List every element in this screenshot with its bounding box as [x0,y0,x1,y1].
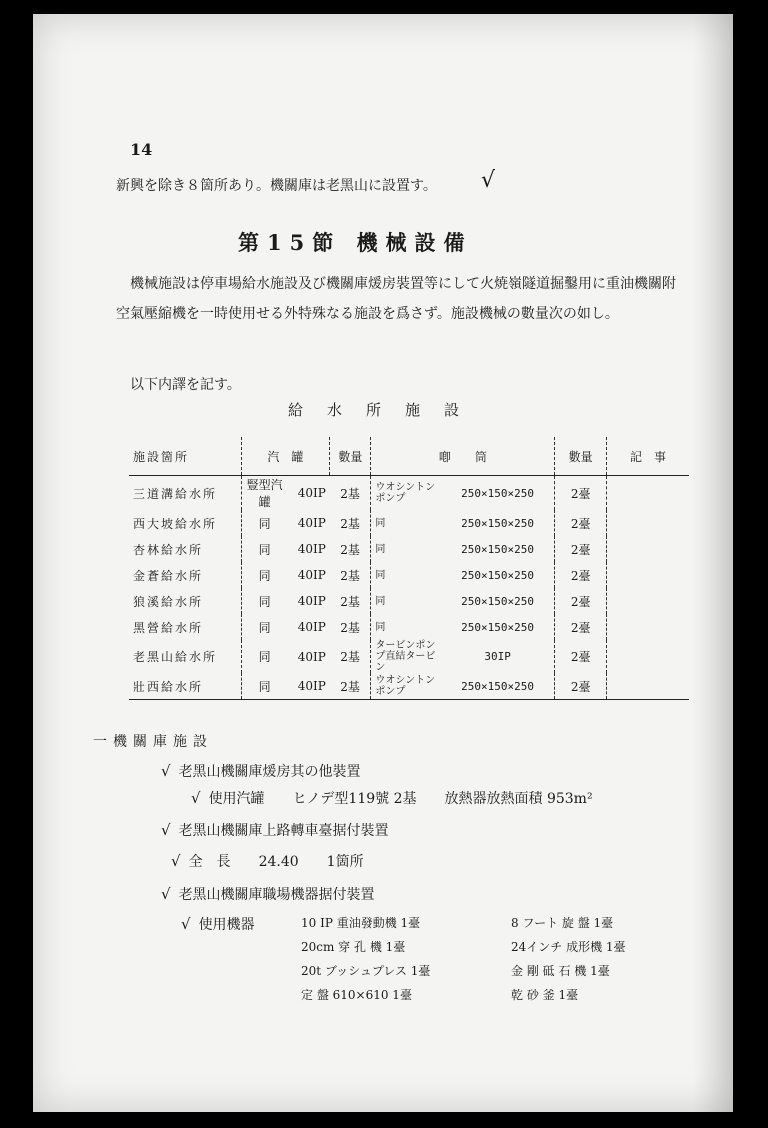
item-1-detail [191,788,593,808]
pump-size-cell: 250×150×250 [441,673,555,700]
quantity-cell: 2基 [340,620,360,635]
boiler-cell: 同 [241,640,288,673]
place-cell: 黑營給水所 [133,620,204,635]
pump-cell: タービンポンプ直結タービン [371,640,441,673]
machines-label [181,914,255,934]
water-supply-table [129,437,689,700]
horsepower-cell: 40IP [297,649,326,664]
machine-right: 乾 砂 釜 1臺 [511,988,579,1002]
machine-row [301,914,681,938]
machine-left: 20cm 穿 孔 機 1臺 [301,940,406,954]
boiler-used-label: 使用汽罐 [208,791,265,807]
horsepower-cell: 40IP [297,516,326,530]
pump-cell: 同 [371,588,441,614]
check-mark-icon: √ [171,852,181,870]
note-cell [606,640,689,673]
boiler-cell: 同 [241,614,288,640]
place-cell: 壯西給水所 [129,673,241,700]
check-mark-icon: √ [161,762,171,780]
pump-cell: 同 [371,536,441,562]
pump-size-cell: 250×150×250 [461,568,534,582]
count-cell: 2臺 [555,673,607,700]
engine-house-heading: 一機關庫施設 [93,734,213,750]
machine-right: 24インチ 成形機 1臺 [511,940,626,954]
header-note: 記 事 [606,437,689,476]
table-row [129,673,689,700]
document-page [33,14,733,1112]
count-cell: 2臺 [555,476,607,511]
paragraph-1: 機械施設は停車場給水施設及び機關庫煖房裝置等にして火焼嶺隧道掘鑿用に重油機關附空氣壓縮機を一時使用せる外特殊なる施設を爲さず。施設機械の數量次の如し。 [116,276,676,322]
table-row [129,562,689,588]
table-caption: 給水所施設 [288,401,484,419]
section-title: 第15節 機械設備 [238,230,473,255]
paragraph-2: 以下内譯を記す。 [130,377,241,393]
location-count: 1箇所 [326,854,364,870]
quantity-cell: 2基 [340,542,360,557]
check-mark-icon: √ [181,915,191,933]
table-row [129,536,689,562]
pump-size-cell: 250×150×250 [461,620,534,634]
boiler-cell: 同 [241,562,288,588]
pump-cell: 同 [371,562,441,588]
header-count: 數量 [555,437,607,476]
machine-row [301,986,681,1010]
header-qty: 數量 [330,437,371,476]
item-1-label: 老黑山機關庫煖房其の他裝置 [178,764,361,780]
pump-size-cell: 30IP [484,650,511,663]
pump-size-cell: 250×150×250 [461,542,534,556]
page-number: 14 [130,140,153,159]
check-mark-icon: √ [161,885,171,903]
horsepower-cell: 40IP [297,486,326,500]
note-cell [606,562,689,588]
count-cell: 2臺 [555,588,607,614]
note-cell [606,510,689,536]
count-cell: 2臺 [555,562,607,588]
place-cell: 杏林給水所 [133,542,204,557]
pump-cell: 同 [371,614,441,640]
quantity-cell: 2基 [340,486,360,501]
place-cell: 狼溪給水所 [133,594,204,609]
horsepower-cell: 40IP [297,568,326,582]
machine-row [301,938,681,962]
machine-right: 8 フート 旋 盤 1臺 [511,916,614,930]
item-2-detail [171,851,364,871]
boiler-cell: 同 [241,673,288,700]
check-mark-icon: √ [481,168,496,193]
header-pump: 喞 筒 [371,437,555,476]
horsepower-cell: 40IP [297,542,326,556]
check-mark-icon: √ [191,789,201,807]
item-3-label: 老黑山機關庫職場機器据付裝置 [178,887,375,903]
boiler-cell: 同 [241,536,288,562]
pump-cell: 同 [371,510,441,536]
engine-house-item-2 [161,820,389,840]
note-cell [606,588,689,614]
horsepower-cell: 40IP [288,673,330,700]
place-cell: 金蒼給水所 [133,568,204,583]
quantity-cell: 2基 [340,568,360,583]
total-length-value: 24.40 [258,854,299,870]
pump-size-cell: 250×150×250 [461,594,534,608]
quantity-cell: 2基 [340,594,360,609]
intro-line: 新興を除き８箇所あり。機關庫は老黑山に設置す。 [116,178,437,194]
note-cell [606,476,689,511]
table-row [129,476,689,511]
count-cell: 2臺 [555,510,607,536]
count-cell: 2臺 [555,640,607,673]
table-header-row [129,437,689,476]
header-place: 施設箇所 [129,437,241,476]
boiler-cell: 同 [241,588,288,614]
engine-house-item-1 [161,761,361,781]
radiator-area: 放熱器放熱面積 953m² [444,791,593,807]
item-2-label: 老黑山機關庫上路轉車臺据付裝置 [178,823,389,839]
quantity-cell: 2基 [340,516,360,531]
table-row [129,640,689,673]
machine-list [301,914,681,1010]
boiler-cell: 豎型汽罐 [241,476,288,511]
pump-size-cell: 250×150×250 [461,516,534,530]
note-cell [606,614,689,640]
horsepower-cell: 40IP [297,594,326,608]
place-cell: 三道溝給水所 [133,486,218,501]
machine-left: 定 盤 610×610 1臺 [301,988,412,1002]
total-length-label: 全 長 [188,854,231,870]
place-cell: 西大坡給水所 [133,516,218,531]
table-row [129,510,689,536]
boiler-cell: 同 [241,510,288,536]
pump-size-cell: 250×150×250 [461,486,534,500]
horsepower-cell: 40IP [297,620,326,634]
machine-row [301,962,681,986]
table-row [129,614,689,640]
machines-label-text: 使用機器 [198,917,255,933]
pump-cell: ウオシントンポンプ [371,673,441,700]
note-cell [606,536,689,562]
note-cell [606,673,689,700]
machine-left: 20t ブッシュプレス 1臺 [301,964,431,978]
boiler-type: ヒノデ型119號 2基 [292,791,417,807]
quantity-cell: 2基 [330,673,371,700]
check-mark-icon: √ [161,821,171,839]
machine-right: 金 剛 砥 石 機 1臺 [511,964,610,978]
quantity-cell: 2基 [340,650,360,664]
header-boiler: 汽 罐 [241,437,330,476]
engine-house-item-3 [161,884,375,904]
place-cell: 老黑山給水所 [133,650,218,664]
pump-cell: ウオシントンポンプ [371,476,441,511]
count-cell: 2臺 [555,614,607,640]
table-row [129,588,689,614]
machine-left: 10 IP 重油發動機 1臺 [301,916,421,930]
count-cell: 2臺 [555,536,607,562]
